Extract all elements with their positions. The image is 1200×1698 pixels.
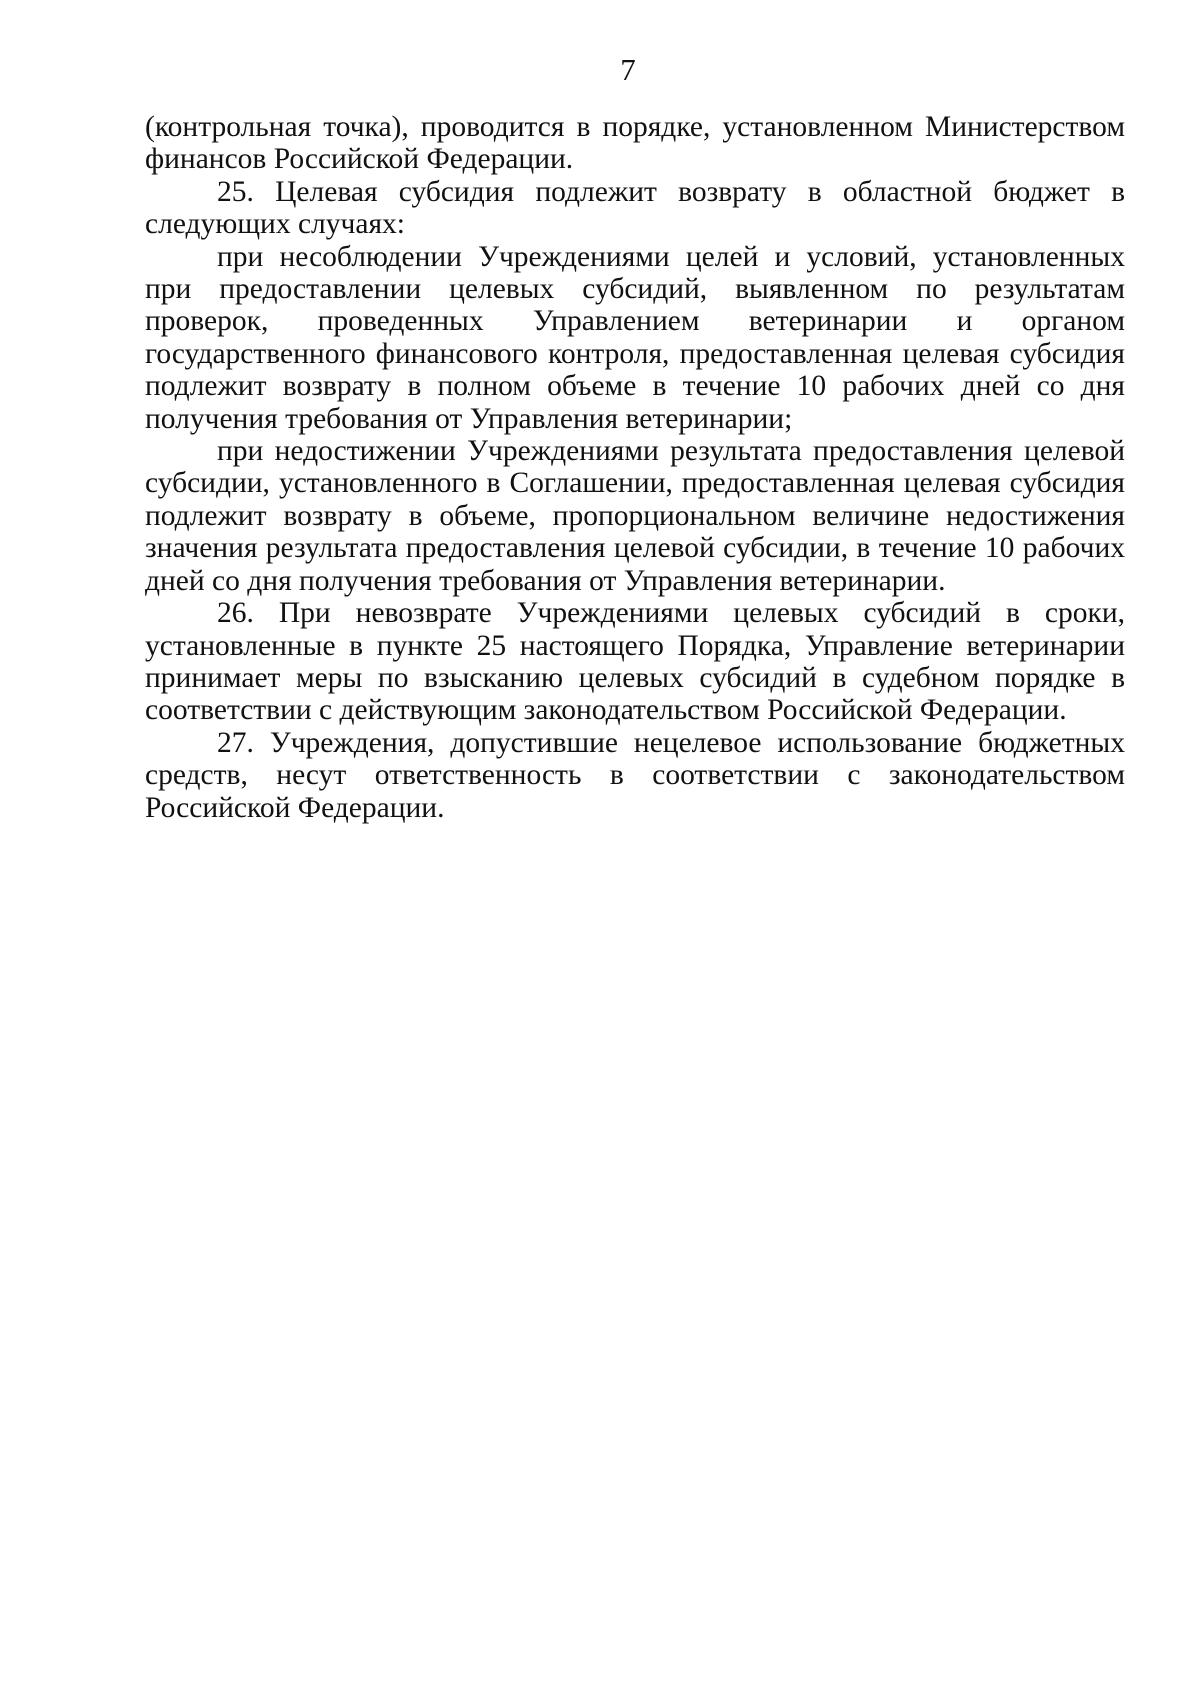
paragraph-item-27: 27. Учреждения, допустившие нецелевое использование бюджетных средств, несут ответственность в соответствии с законодательством Российской Федерации. (145, 726, 1125, 824)
paragraph-item-25-case-2: при недостижении Учреждениями результата предоставления целевой субсидии, установленного в Соглашении, предоставленная целевая субсидия подлежит возврату в объеме, пропорциональном величине недостижения значения результата предоставления целевой субсидии, в течение 10 рабочих дней со дня получения требования от Управления ветеринарии. (145, 435, 1125, 597)
paragraph-item-26: 26. При невозврате Учреждениями целевых субсидий в сроки, установленные в пункте 25 настоящего Порядка, Управление ветеринарии принимает меры по взысканию целевых субсидий в судебном порядке в соответствии с действующим законодательством Российской Федерации. (145, 597, 1125, 727)
paragraph-item-25-case-1: при несоблюдении Учреждениями целей и условий, установленных при предоставлении целевых субсидий, выявленном по результатам проверок, проведенных Управлением ветеринарии и органом государственного финансового контроля, предоставленная целевая субсидия подлежит возврату в полном объеме в течение 10 рабочих дней со дня получения требования от Управления ветеринарии; (145, 240, 1125, 435)
document-body (145, 111, 1125, 824)
paragraph-continuation: (контрольная точка), проводится в порядке, установленном Министерством финансов Российской Федерации. (145, 111, 1125, 176)
paragraph-item-25: 25. Целевая субсидия подлежит возврату в областной бюджет в следующих случаях: (145, 175, 1125, 241)
page-number: 7 (620, 52, 636, 87)
